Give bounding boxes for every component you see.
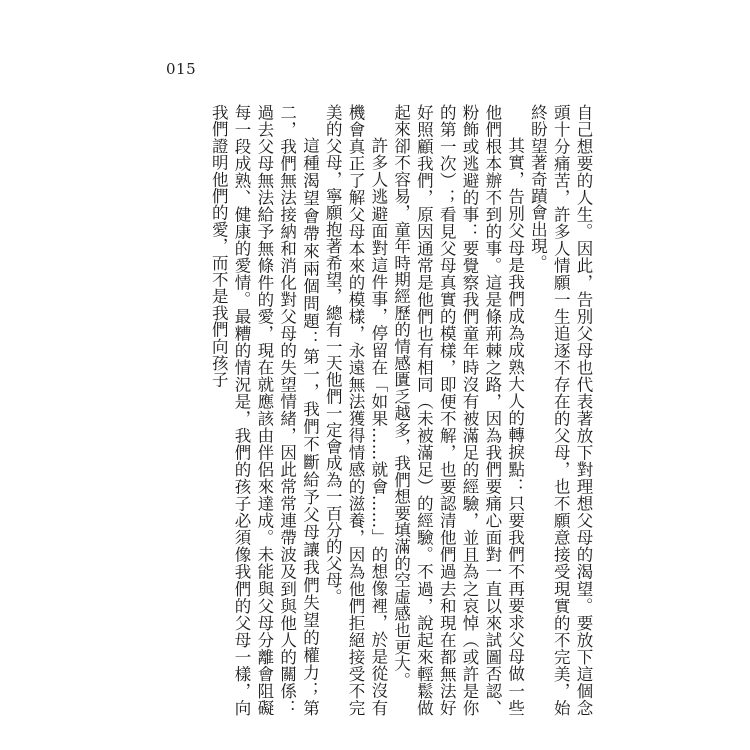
page-number: 015 — [166, 60, 197, 78]
body-text — [180, 104, 594, 716]
paragraph: 其實，告別父母是我們成為成熟大人的轉捩點：只要我們不再要求父母做一些他們根本辦不到的事。這是條荊棘之路，因為我們要痛心面對一直以來試圖否認、粉飾或逃避的事：要覺察我們童年時沒有被滿足的經驗，並且為之哀悼（或許是你的第一次）；看見父母真實的模樣，即便不解，也要認清他們過去和現在都無法好好照顧我們，原因通常是他們也有相同（未被滿足）的經驗。不過，說起來輕鬆做起來卻不容易，童年時期經歷的情感匱乏越多，我們想要填滿的空虛感也更大。 — [391, 104, 525, 716]
paragraph-continued: 自己想要的人生。因此，告別父母也代表著放下對理想父母的渴望。要放下這個念頭十分痛苦，許多人情願一生追逐不存在的父母，也不願意接受現實的不完美，始終盼望著奇蹟會出現。 — [528, 104, 593, 716]
paragraph: 這種渴望會帶來兩個問題：第一，我們不斷給予父母讓我們失望的權力；第二，我們無法接納和消化對父母的失望情緒，因此常常連帶波及到與他人的關係：過去父母無法給予無條件的愛，現在就應該由伴侶來達成。未能與父母分離會阻礙每一段成熟、健康的愛情。最糟的情況是，我們的孩子必須像我們的父母一樣，向我們證明他們的愛，而不是我們向孩子 — [209, 104, 320, 716]
paragraph: 許多人逃避面對這件事，停留在「如果……就會……」的想像裡，於是從沒有機會真正了解父母本來的模樣，永遠無法獲得情感的滋養，因為他們拒絕接受不完美的父母，寧願抱著希望，總有一天他們一定會成為一百分的父母。 — [323, 104, 388, 716]
